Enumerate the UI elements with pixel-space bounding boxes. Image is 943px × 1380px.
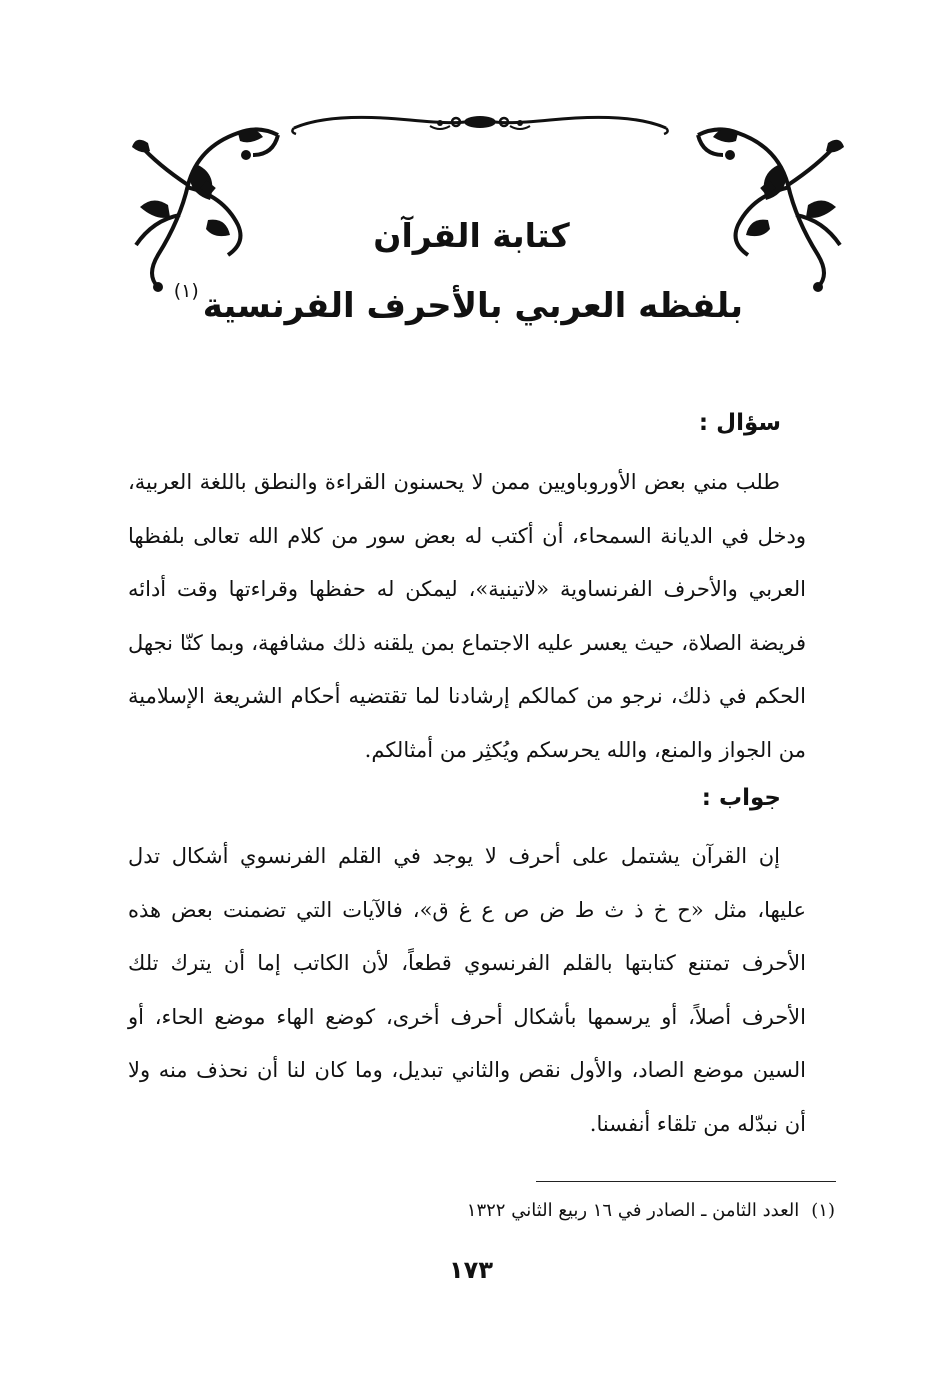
footnote-number: (١) [811,1200,835,1221]
page-number: ١٧٣ [449,1256,493,1284]
question-heading: سؤال : [698,410,781,436]
footnote-text: العدد الثامن ـ الصادر في ١٦ ربيع الثاني ١٣٢٢ [466,1200,800,1221]
footnote-divider [536,1181,836,1182]
page-title-line-2-text: بلفظه العربي بالأحرف الفرنسية [202,286,743,326]
right-floral-ornament-icon [688,125,848,295]
page-title-line-2 [173,280,743,326]
page-title-line-1: كتابة القرآن [373,216,570,255]
left-floral-ornament-icon [128,125,288,295]
top-swirl-ornament-icon [290,108,670,138]
title-footnote-marker: (١) [173,280,199,302]
answer-heading: جواب : [701,785,781,811]
question-paragraph: طلب مني بعض الأوروباويين ممن لا يحسنون القراءة والنطق باللغة العربية، ودخل في الديانة السمحاء، أن أكتب له بعض سور من كلام الله تعالى بلفظها العربي والأحرف الفرنساوية «لاتينية»، ليمكن له حفظها وقراءتها وقت أدائه فريضة الصلاة، حيث يعسر عليه الاجتماع بمن يلقنه ذلك مشافهة، وبما كنّا نجهل الحكم في ذلك، نرجو من كمالكم إرشادنا لما تقتضيه أحكام الشريعة الإسلامية من الجواز والمنع، والله يحرسكم ويُكثِر من أمثالكم. [128,470,806,762]
answer-paragraph: إن القرآن يشتمل على أحرف لا يوجد في القلم الفرنسوي أشكال تدل عليها، مثل «ح خ ذ ث ط ض ص ع غ ق»، فالآيات التي تضمنت بعض هذه الأحرف تمتنع كتابتها بالقلم الفرنسوي قطعاً، لأن الكاتب إما أن يترك تلك الأحرف أصلاً، أو يرسمها بأشكال أحرف أخرى، كوضع الهاء موضع الحاء، أو السين موضع الصاد، والأول نقص والثاني تبديل، وما كان لنا أن نحذف منه ولا أن نبدّله من تلقاء أنفسنا. [128,844,806,1136]
footnote [467,1200,835,1221]
